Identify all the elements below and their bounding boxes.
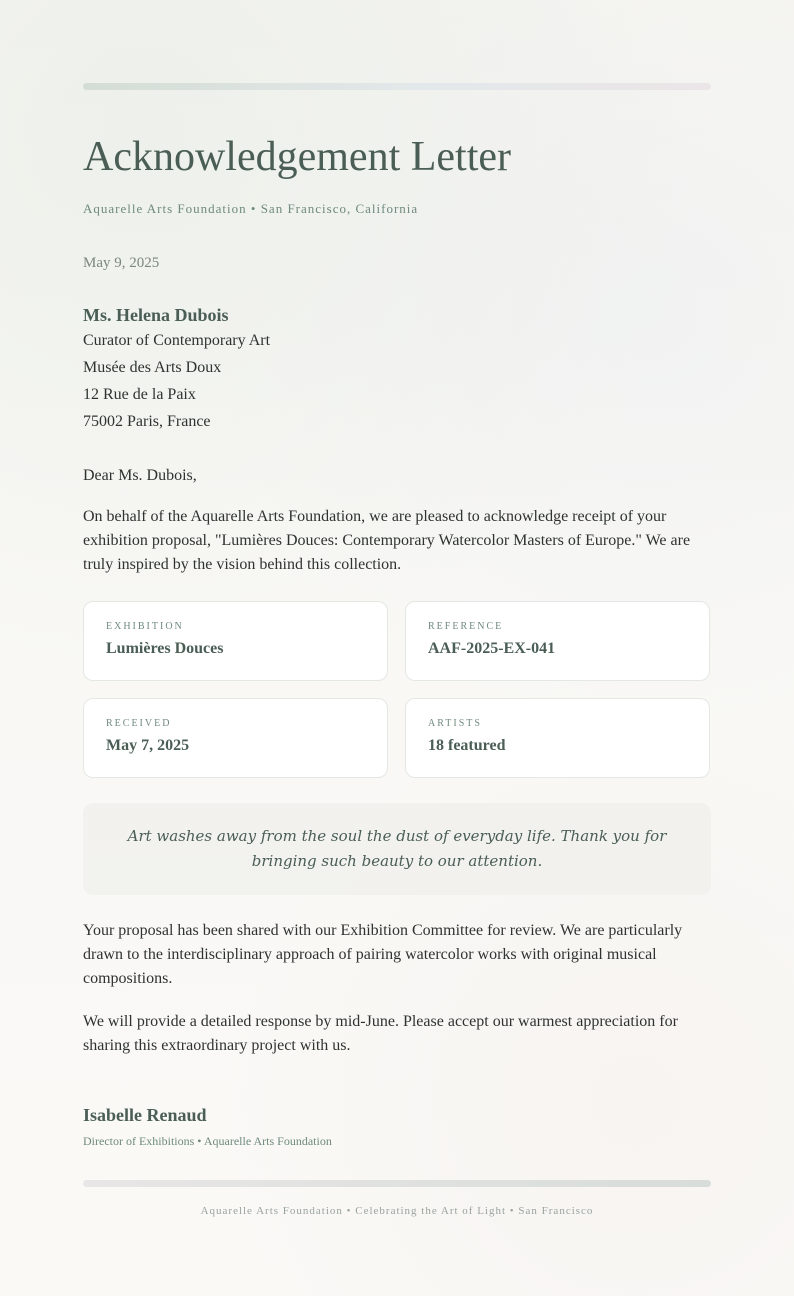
letter-date: May 9, 2025 xyxy=(83,255,160,271)
letter-content xyxy=(83,83,711,1217)
recipient-institution: Musée des Arts Doux xyxy=(83,359,222,376)
greeting: Dear Ms. Dubois, xyxy=(83,467,197,484)
info-card-received xyxy=(83,698,388,778)
top-divider xyxy=(83,83,711,90)
info-value-exhibition: Lumières Douces xyxy=(106,640,224,657)
info-label-artists: ARTISTS xyxy=(428,718,482,729)
review-paragraph: Your proposal has been shared with our Exhibition Committee for review. We are particularly drawn to the interdisciplinary approach of pairing watercolor works with original musical compositions. xyxy=(83,922,683,987)
signature-name: Isabelle Renaud xyxy=(83,1105,207,1125)
quote-box xyxy=(83,803,711,895)
quote-text: Art washes away from the soul the dust of everyday life. Thank you for bringing such beauty to our attention. xyxy=(127,827,667,870)
signature-title: Director of Exhibitions • Aquarelle Arts Foundation xyxy=(83,1134,332,1148)
signature-block xyxy=(83,1103,711,1149)
footer-text: Aquarelle Arts Foundation • Celebrating the Art of Light • San Francisco xyxy=(200,1205,594,1217)
recipient-name: Ms. Helena Dubois xyxy=(83,305,229,325)
info-label-reference: REFERENCE xyxy=(428,621,504,632)
info-value-artists: 18 featured xyxy=(428,737,506,754)
info-card-grid xyxy=(83,601,711,778)
intro-paragraph: On behalf of the Aquarelle Arts Foundation, we are pleased to acknowledge receipt of your exhibition proposal, "Lumières Douces: Contemporary Watercolor Masters of Europe." We are truly inspired by the vision behind this collection. xyxy=(83,508,691,573)
recipient-title: Curator of Contemporary Art xyxy=(83,332,271,349)
info-card-artists xyxy=(405,698,710,778)
info-value-reference: AAF-2025-EX-041 xyxy=(428,640,556,657)
info-label-received: RECEIVED xyxy=(106,718,172,729)
info-card-reference xyxy=(405,601,710,681)
recipient-block xyxy=(83,303,711,435)
letter-title: Acknowledgement Letter xyxy=(83,134,511,180)
bottom-divider xyxy=(83,1180,711,1187)
info-card-exhibition xyxy=(83,601,388,681)
recipient-city: 75002 Paris, France xyxy=(83,413,211,430)
recipient-street: 12 Rue de la Paix xyxy=(83,386,196,403)
info-label-exhibition: EXHIBITION xyxy=(106,621,184,632)
organization-line: Aquarelle Arts Foundation • San Francisco, California xyxy=(83,201,419,216)
info-value-received: May 7, 2025 xyxy=(106,737,190,754)
closing-paragraph: We will provide a detailed response by mid-June. Please accept our warmest appreciation for sharing this extraordinary project with us. xyxy=(83,1013,678,1054)
